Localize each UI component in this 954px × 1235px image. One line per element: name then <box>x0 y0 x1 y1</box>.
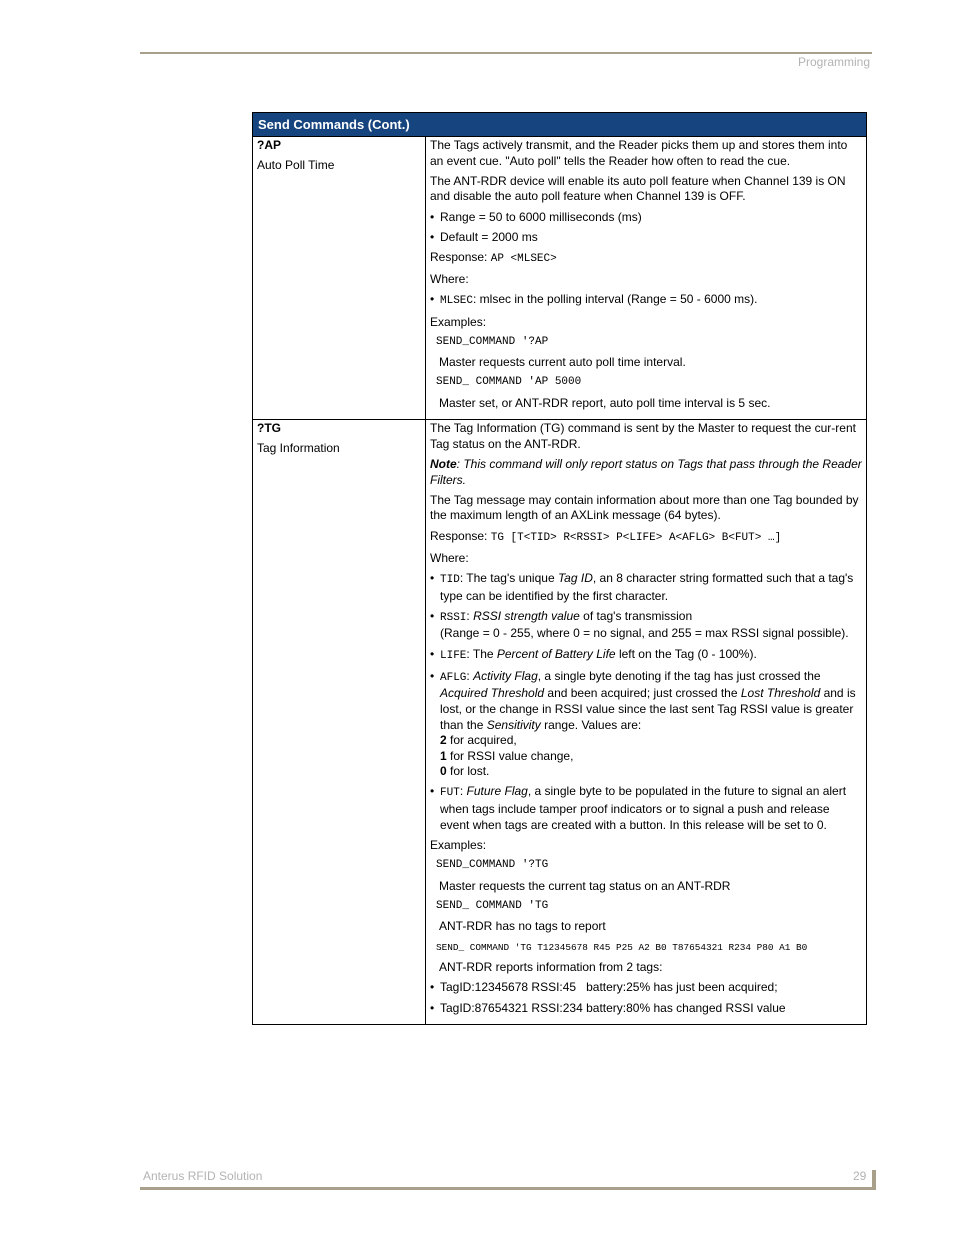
bullet-item: • TID: The tag's unique Tag ID, an 8 character string formatted such that a tag's type can be identified by the first character. <box>430 570 854 603</box>
page-number: 29 <box>853 1169 867 1183</box>
command-code: ?AP <box>257 138 281 152</box>
command-name: Auto Poll Time <box>257 157 335 172</box>
bullet-item: • AFLG: Activity Flag, a single byte denoting if the tag has just crossed the Acquired Threshold and been acquired; just crossed the Lost Threshold and is lost, or the change in RSSI value since the last sent Tag RSSI value is greater than the Sensitivity range. Values are: 2 for acquired, 1 for RSSI value change, 0 for lost. <box>430 668 856 779</box>
example-description: Master set, or ANT-RDR report, auto poll time interval is 5 sec. <box>439 396 771 411</box>
where-label: Where: <box>430 272 469 287</box>
bullet-item: • LIFE: The Percent of Battery Life left on the Tag (0 - 100%). <box>430 646 757 662</box>
send-commands-table <box>252 112 867 1025</box>
example-description: ANT-RDR has no tags to report <box>439 919 606 934</box>
table-row <box>253 419 866 1024</box>
example-code: SEND_ COMMAND 'TG <box>436 899 549 912</box>
bullet-item: • Default = 2000 ms <box>430 229 538 244</box>
examples-label: Examples: <box>430 314 487 329</box>
bullet-item: • FUT: Future Flag, a single byte to be populated in the future to signal an alert when tags include tamper proof indicators or to signal a push and release event when tags are created with a button. In this release will be set to 0. <box>430 784 847 832</box>
examples-label: Examples: <box>430 837 487 852</box>
command-code: ?TG <box>257 421 281 436</box>
note: Note: This command will only report status on Tags that pass through the Reader Filters. <box>430 457 862 487</box>
section-title: Programming <box>797 55 870 69</box>
command-cell <box>253 137 426 419</box>
header-rule <box>140 52 872 54</box>
bullet-item: • Range = 50 to 6000 milliseconds (ms) <box>430 209 642 224</box>
paragraph: The Tags actively transmit, and the Reader picks them up and stores them into an event cue. "Auto poll" tells the Reader how often to read the cue. <box>430 138 848 168</box>
description-cell <box>426 420 866 1024</box>
bullet-item: • TagID:87654321 RSSI:234 battery:80% has changed RSSI value <box>430 1000 786 1015</box>
example-code: SEND_ COMMAND 'AP 5000 <box>436 376 582 389</box>
bullet-item: • RSSI: RSSI strength value of tag's transmission (Range = 0 - 255, where 0 = no signal, and 255 = max RSSI signal possible). <box>430 608 849 641</box>
bullet-item: • MLSEC: mlsec in the polling interval (Range = 50 - 6000 ms). <box>430 292 758 308</box>
table-row <box>253 137 866 419</box>
paragraph: The Tag Information (TG) command is sent by the Master to request the cur-rent Tag status on the ANT-RDR. <box>430 421 856 451</box>
table-title: Send Commands (Cont.) <box>253 113 866 137</box>
command-name: Tag Information <box>257 440 340 455</box>
response-line: Response: TG [T<TID> R<RSSI> P<LIFE> A<AFLG> B<FUT> …] <box>430 528 782 544</box>
footer-rule <box>140 1187 872 1190</box>
paragraph: The ANT-RDR device will enable its auto poll feature when Channel 139 is ON and disable the auto poll feature when Channel 139 is OFF. <box>430 173 846 204</box>
bullet-item: • TagID:12345678 RSSI:45 battery:25% has just been acquired; <box>430 980 778 995</box>
description-cell <box>426 137 866 419</box>
example-description: Master requests the current tag status on an ANT-RDR <box>439 878 731 893</box>
example-code: SEND_COMMAND '?TG <box>436 859 549 872</box>
footer-tick <box>872 1170 876 1190</box>
command-cell <box>253 420 426 1024</box>
example-code: SEND_COMMAND '?AP <box>436 335 549 348</box>
where-label: Where: <box>430 550 469 565</box>
footer-product: Anterus RFID Solution <box>143 1169 263 1183</box>
response-line: Response: AP <MLSEC> <box>430 249 557 265</box>
paragraph: The Tag message may contain information about more than one Tag bounded by the maximum length of an AXLink message (64 bytes). <box>430 492 859 523</box>
example-code: SEND_ COMMAND 'TG T12345678 R45 P25 A2 B0 T87654321 R234 P80 A1 B0 <box>436 941 808 953</box>
example-description: ANT-RDR reports information from 2 tags: <box>439 960 663 975</box>
example-description: Master requests current auto poll time interval. <box>439 355 686 370</box>
